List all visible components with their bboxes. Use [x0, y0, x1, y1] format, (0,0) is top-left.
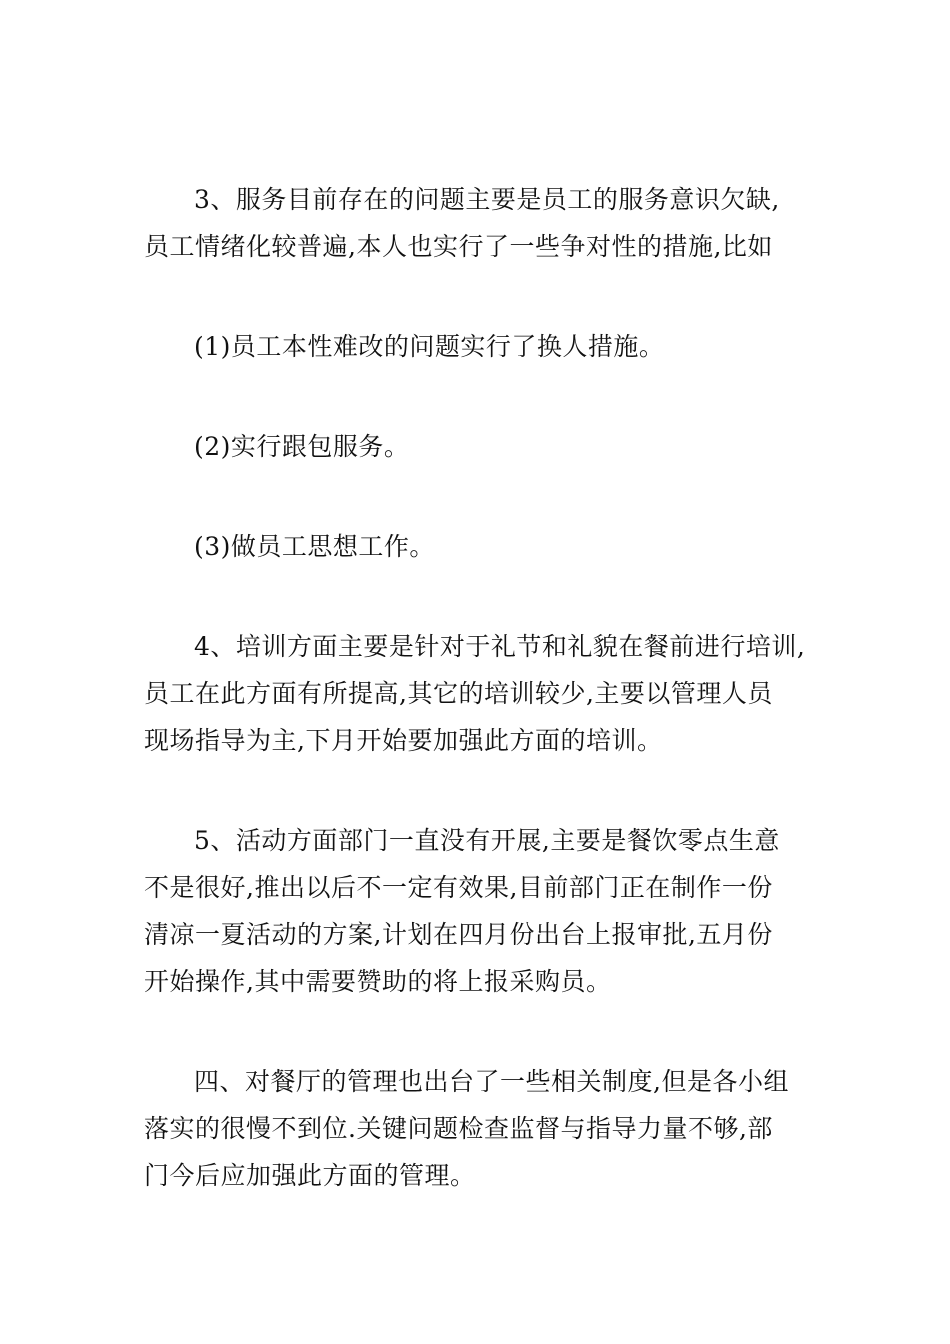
paragraph-activities — [144, 817, 814, 1005]
text-line: 4、培训方面主要是针对于礼节和礼貌在餐前进行培训, — [194, 632, 806, 661]
paragraph-measure-2 — [144, 423, 814, 470]
text-line: 5、活动方面部门一直没有开展,主要是餐饮零点生意 — [194, 826, 780, 855]
text-line: 现场指导为主,下月开始要加强此方面的培训。 — [144, 726, 663, 755]
text-line: (3)做员工思想工作。 — [194, 532, 435, 561]
text-line: 四、对餐厅的管理也出台了一些相关制度,但是各小组 — [194, 1067, 789, 1096]
document-body — [144, 176, 814, 1199]
paragraph-training — [144, 623, 814, 764]
paragraph-measure-1 — [144, 323, 814, 370]
paragraph-service-issues — [144, 176, 814, 270]
text-line: 开始操作,其中需要赞助的将上报采购员。 — [144, 967, 612, 996]
paragraph-restaurant-management — [144, 1058, 814, 1199]
text-line: 清凉一夏活动的方案,计划在四月份出台上报审批,五月份 — [144, 920, 773, 949]
text-line: 不是很好,推出以后不一定有效果,目前部门正在制作一份 — [144, 873, 773, 902]
text-line: 员工情绪化较普遍,本人也实行了一些争对性的措施,比如 — [144, 232, 773, 261]
text-line: 3、服务目前存在的问题主要是员工的服务意识欠缺, — [194, 185, 780, 214]
text-line: 门今后应加强此方面的管理。 — [144, 1161, 476, 1190]
text-line: 员工在此方面有所提高,其它的培训较少,主要以管理人员 — [144, 679, 773, 708]
text-line: 落实的很慢不到位.关键问题检查监督与指导力量不够,部 — [144, 1114, 773, 1143]
paragraph-measure-3 — [144, 523, 814, 570]
text-line: (1)员工本性难改的问题实行了换人措施。 — [194, 332, 665, 361]
text-line: (2)实行跟包服务。 — [194, 432, 410, 461]
